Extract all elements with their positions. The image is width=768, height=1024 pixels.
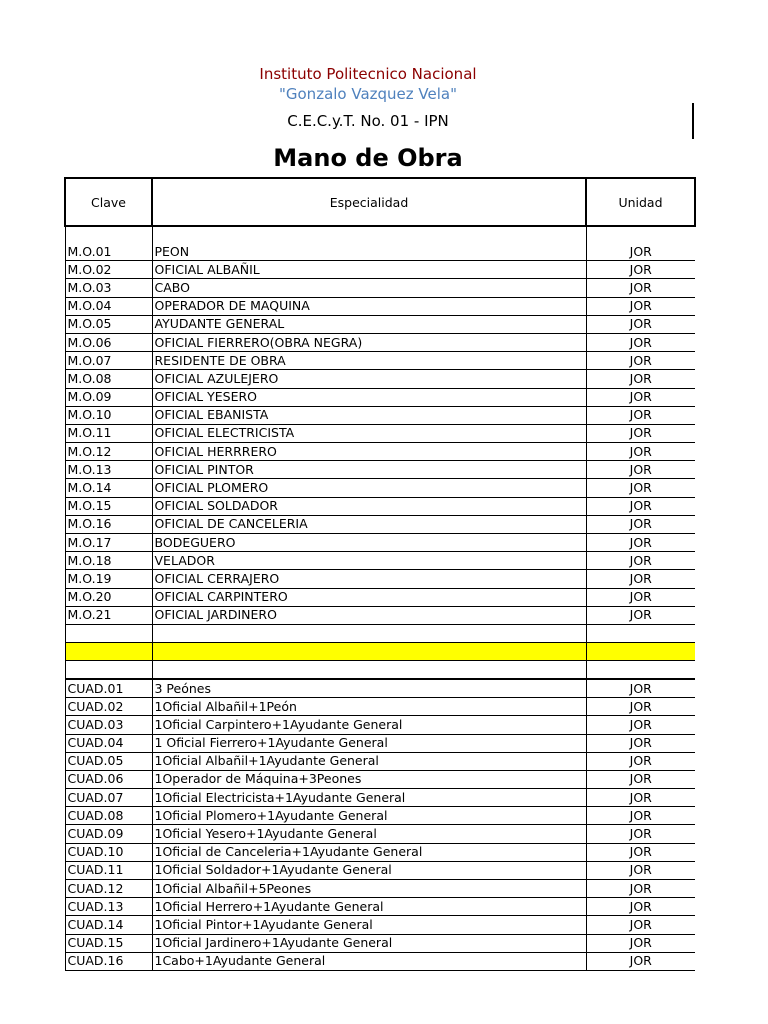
table-row [65, 825, 695, 843]
labor-description: RESIDENTE DE OBRA [152, 352, 586, 370]
labor-unit: JOR [586, 497, 695, 515]
labor-code: M.O.05 [65, 315, 152, 333]
table-header-row [65, 178, 695, 226]
crew-unit: JOR [586, 752, 695, 770]
crew-unit: JOR [586, 934, 695, 952]
crew-unit: JOR [586, 916, 695, 934]
table-row [65, 861, 695, 879]
column-header-clave: Clave [65, 178, 152, 226]
table-row [65, 443, 695, 461]
labor-code: M.O.12 [65, 443, 152, 461]
crew-code: CUAD.05 [65, 752, 152, 770]
crew-description: 1Oficial Soldador+1Ayudante General [152, 861, 586, 879]
labor-table [64, 177, 696, 971]
crew-unit: JOR [586, 898, 695, 916]
labor-description: OFICIAL JARDINERO [152, 606, 586, 624]
crew-description: 1Oficial Pintor+1Ayudante General [152, 916, 586, 934]
crew-code: CUAD.09 [65, 825, 152, 843]
labor-code: M.O.03 [65, 279, 152, 297]
crew-description: 1Oficial Albañil+1Peón [152, 698, 586, 716]
labor-unit: JOR [586, 406, 695, 424]
labor-unit: JOR [586, 443, 695, 461]
blank-row [65, 624, 695, 642]
table-row [65, 388, 695, 406]
crew-unit: JOR [586, 716, 695, 734]
crew-code: CUAD.14 [65, 916, 152, 934]
table-row [65, 606, 695, 624]
table-row [65, 479, 695, 497]
labor-unit: JOR [586, 534, 695, 552]
table-row [65, 716, 695, 734]
table-row [65, 698, 695, 716]
crew-unit: JOR [586, 952, 695, 970]
labor-code: M.O.18 [65, 552, 152, 570]
labor-code: M.O.10 [65, 406, 152, 424]
column-header-unidad: Unidad [586, 178, 695, 226]
cell-border-mark [692, 103, 694, 139]
labor-code: M.O.11 [65, 424, 152, 442]
labor-unit: JOR [586, 570, 695, 588]
labor-description: OFICIAL SOLDADOR [152, 497, 586, 515]
table-row [65, 588, 695, 606]
labor-description: OFICIAL CERRAJERO [152, 570, 586, 588]
table-row [65, 807, 695, 825]
column-header-especialidad: Especialidad [152, 178, 586, 226]
crew-description: 1Oficial Albañil+5Peones [152, 880, 586, 898]
table-row [65, 515, 695, 533]
page-title: Mano de Obra [273, 144, 463, 172]
labor-unit: JOR [586, 315, 695, 333]
table-row [65, 352, 695, 370]
labor-code: M.O.17 [65, 534, 152, 552]
table-row [65, 679, 695, 698]
labor-code: M.O.06 [65, 333, 152, 351]
labor-unit: JOR [586, 479, 695, 497]
table-row [65, 279, 695, 297]
crew-unit: JOR [586, 861, 695, 879]
crew-code: CUAD.10 [65, 843, 152, 861]
table-row [65, 570, 695, 588]
crew-code: CUAD.15 [65, 934, 152, 952]
labor-description: OFICIAL DE CANCELERIA [152, 515, 586, 533]
table-row [65, 370, 695, 388]
labor-unit: JOR [586, 279, 695, 297]
crew-unit: JOR [586, 880, 695, 898]
crew-unit: JOR [586, 825, 695, 843]
crew-code: CUAD.13 [65, 898, 152, 916]
labor-description: CABO [152, 279, 586, 297]
labor-description: OFICIAL PINTOR [152, 461, 586, 479]
table-row [65, 898, 695, 916]
labor-code: M.O.04 [65, 297, 152, 315]
school-unit: C.E.C.y.T. No. 01 - IPN [287, 112, 449, 130]
labor-unit: JOR [586, 588, 695, 606]
labor-code: M.O.09 [65, 388, 152, 406]
labor-code: M.O.19 [65, 570, 152, 588]
labor-unit: JOR [586, 461, 695, 479]
table-row [65, 406, 695, 424]
labor-unit: JOR [586, 515, 695, 533]
table-row [65, 880, 695, 898]
crew-description: 1Oficial Herrero+1Ayudante General [152, 898, 586, 916]
labor-unit: JOR [586, 297, 695, 315]
crew-description: 1Oficial de Canceleria+1Ayudante General [152, 843, 586, 861]
labor-code: M.O.14 [65, 479, 152, 497]
crew-description: 1Oficial Carpintero+1Ayudante General [152, 716, 586, 734]
table-row [65, 734, 695, 752]
labor-unit: JOR [586, 424, 695, 442]
labor-code: M.O.13 [65, 461, 152, 479]
labor-description: OFICIAL AZULEJERO [152, 370, 586, 388]
table-row [65, 916, 695, 934]
table-row [65, 297, 695, 315]
labor-description: OFICIAL YESERO [152, 388, 586, 406]
labor-description: OFICIAL EBANISTA [152, 406, 586, 424]
table-row [65, 315, 695, 333]
labor-unit: JOR [586, 333, 695, 351]
table-row [65, 424, 695, 442]
labor-description: OFICIAL HERRRERO [152, 443, 586, 461]
labor-code: M.O.20 [65, 588, 152, 606]
table-row [65, 752, 695, 770]
labor-rows [65, 226, 695, 624]
crew-code: CUAD.08 [65, 807, 152, 825]
table-row [65, 552, 695, 570]
labor-unit: JOR [586, 261, 695, 279]
institution-name: Instituto Politecnico Nacional [259, 65, 477, 83]
table-row [65, 952, 695, 970]
labor-unit: JOR [586, 388, 695, 406]
crew-code: CUAD.12 [65, 880, 152, 898]
crew-unit: JOR [586, 789, 695, 807]
crew-unit: JOR [586, 698, 695, 716]
labor-unit: JOR [586, 352, 695, 370]
labor-description: OFICIAL ELECTRICISTA [152, 424, 586, 442]
labor-description: VELADOR [152, 552, 586, 570]
labor-description: OPERADOR DE MAQUINA [152, 297, 586, 315]
crew-description: 1Operador de Máquina+3Peones [152, 770, 586, 788]
table-row [65, 461, 695, 479]
crew-code: CUAD.16 [65, 952, 152, 970]
labor-code: M.O.07 [65, 352, 152, 370]
table-row [65, 333, 695, 351]
labor-description: BODEGUERO [152, 534, 586, 552]
crew-description: 1Oficial Albañil+1Ayudante General [152, 752, 586, 770]
crew-unit: JOR [586, 679, 695, 698]
crew-rows [65, 679, 695, 971]
labor-description: OFICIAL PLOMERO [152, 479, 586, 497]
crew-code: CUAD.04 [65, 734, 152, 752]
crew-code: CUAD.03 [65, 716, 152, 734]
crew-description: 1 Oficial Fierrero+1Ayudante General [152, 734, 586, 752]
crew-code: CUAD.01 [65, 679, 152, 698]
table-row [65, 843, 695, 861]
spacer-row [65, 226, 695, 243]
crew-code: CUAD.11 [65, 861, 152, 879]
labor-code: M.O.16 [65, 515, 152, 533]
labor-description: OFICIAL CARPINTERO [152, 588, 586, 606]
labor-description: OFICIAL FIERRERO(OBRA NEGRA) [152, 333, 586, 351]
labor-unit: JOR [586, 370, 695, 388]
labor-description: OFICIAL ALBAÑIL [152, 261, 586, 279]
labor-code: M.O.21 [65, 606, 152, 624]
labor-code: M.O.08 [65, 370, 152, 388]
separator-rows [65, 624, 695, 679]
table-row [65, 243, 695, 261]
labor-code: M.O.02 [65, 261, 152, 279]
table-row [65, 934, 695, 952]
crew-description: 1Oficial Jardinero+1Ayudante General [152, 934, 586, 952]
crew-description: 1Oficial Yesero+1Ayudante General [152, 825, 586, 843]
crew-description: 1Oficial Plomero+1Ayudante General [152, 807, 586, 825]
labor-unit: JOR [586, 243, 695, 261]
table-row [65, 497, 695, 515]
labor-code: M.O.15 [65, 497, 152, 515]
crew-unit: JOR [586, 843, 695, 861]
crew-description: 1Cabo+1Ayudante General [152, 952, 586, 970]
labor-description: PEON [152, 243, 586, 261]
crew-description: 3 Peónes [152, 679, 586, 698]
table-row [65, 534, 695, 552]
labor-unit: JOR [586, 552, 695, 570]
table-row [65, 261, 695, 279]
crew-code: CUAD.02 [65, 698, 152, 716]
crew-unit: JOR [586, 807, 695, 825]
labor-code: M.O.01 [65, 243, 152, 261]
crew-description: 1Oficial Electricista+1Ayudante General [152, 789, 586, 807]
crew-unit: JOR [586, 770, 695, 788]
crew-code: CUAD.07 [65, 789, 152, 807]
school-name: "Gonzalo Vazquez Vela" [278, 85, 458, 103]
table-row [65, 789, 695, 807]
crew-unit: JOR [586, 734, 695, 752]
labor-description: AYUDANTE GENERAL [152, 315, 586, 333]
labor-unit: JOR [586, 606, 695, 624]
blank-row [65, 660, 695, 679]
highlight-row [65, 642, 695, 660]
table-row [65, 770, 695, 788]
crew-code: CUAD.06 [65, 770, 152, 788]
